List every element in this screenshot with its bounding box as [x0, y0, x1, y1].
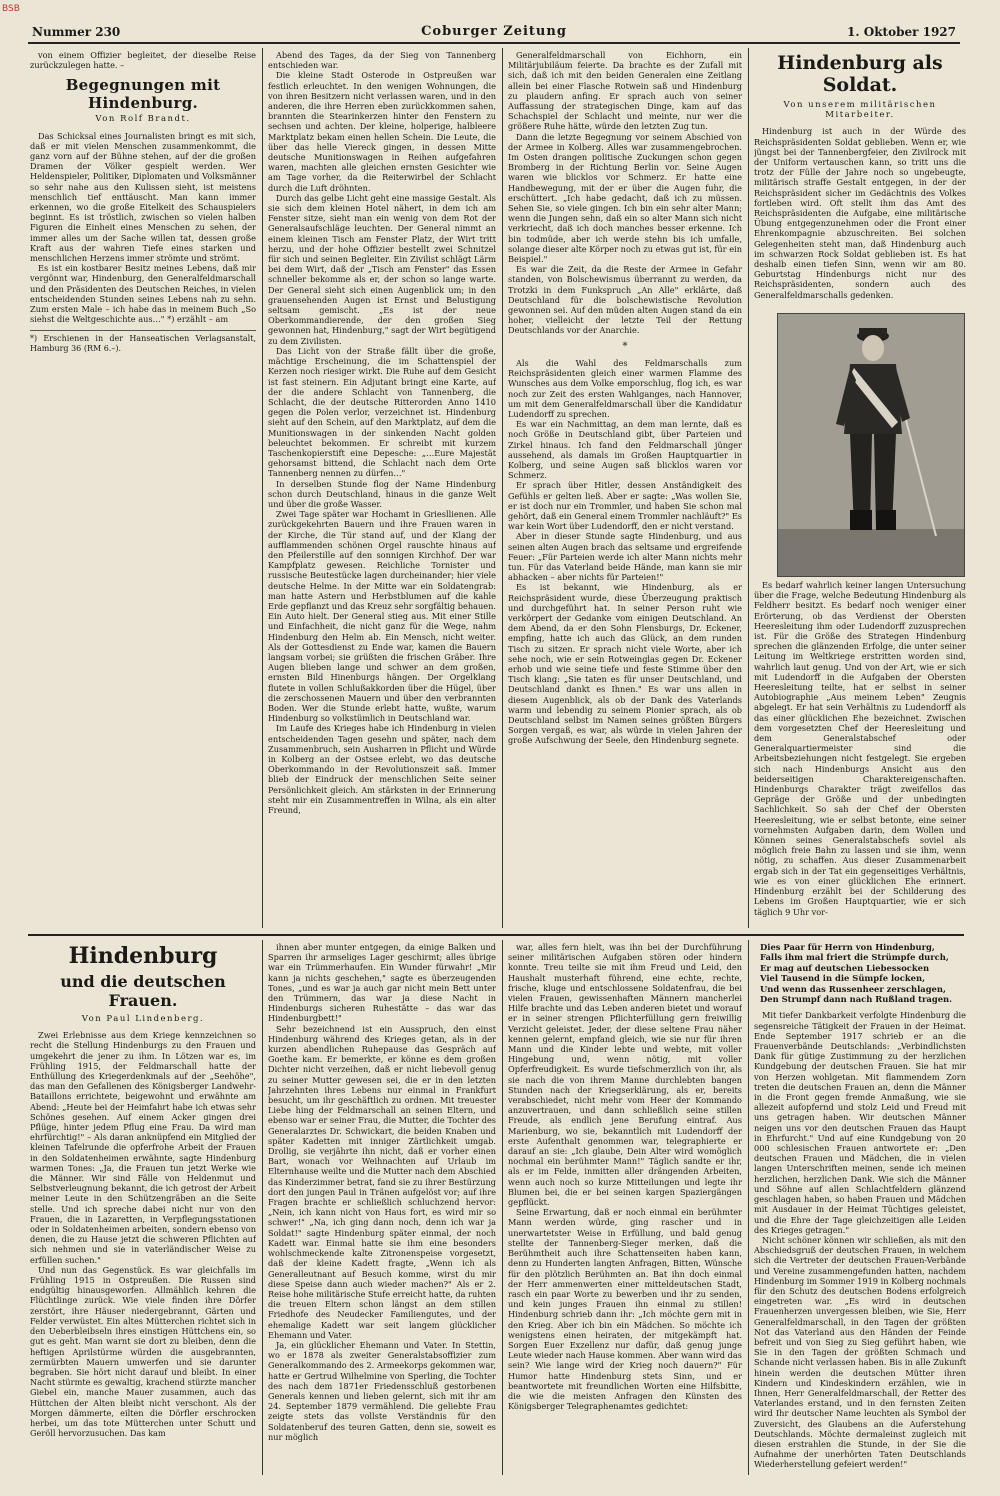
column-rule — [502, 48, 503, 928]
paper-name: Coburger Zeitung — [421, 24, 567, 39]
column-4-top — [754, 50, 966, 308]
paragraph: Aber in dieser Stunde sagte Hindenburg, und aus seinen alten Augen brach das seltsame und ergreifende Feuer: „Für Parteien werde ich alter Mann nichts mehr tun. Für das Vaterland beide Hände, man kann sie mir abhacken – aber nichts für Parteien!" — [508, 531, 742, 583]
column-rule — [748, 940, 749, 1475]
article-headline: Begegnungen mit Hindenburg. — [65, 76, 221, 113]
article-byline: Von Rolf Brandt. — [95, 114, 191, 125]
paragraph: war, alles fern hielt, was ihn bei der Durchführung seiner militärischen Aufgaben stören oder hindern konnte. Treu teilte sie mit ihm Freud und Leid, den Haushalt musterhaft führend, eine echte, rechte, frische, kluge und entschlossene Soldatenfrau, die bei vielen Frauen, gewissenhaften Männern mancherlei Hilfe brachte und das Leben anderen bietet und worauf er in seiner strengen Pflichterfüllung gern freiwillig Verzicht geleistet. Jeder, der diese seltene Frau näher kennen gelernt, empfand gleich, wie sie nur für ihren Mann und die Kinder lebte und webte, mit voller Hingebung und, wenn nötig, mit voller Opferfreudigkeit. Es wurde tiefschmerzlich von ihr, als sie nach die von ihrem Manne durchlebten bangen Stunden nach der Kriegserklärung, als er, bereits verabschiedet, nicht mehr vom Heer der Kommando anzuvertrauen, und dann schließlich seine stillen Freude, als endlich jene Berufung eintraf. Aus Marienburg, wo sie, bekanntlich mit Ludendorff der erste Aufenthalt genommen war, telegraphierte er darauf an sie: „Ich glaube, Dein Alter wird womöglich nochmal ein berühmter Mann!" Täglich sandte er ihr, als er im Felde, inmitten aller drängenden Arbeiten, wenn auch noch so kurze Mitteilungen und legte ihr Blumen bei, die er bei seinen kargen Spaziergängen gepflückt. — [508, 942, 742, 1208]
column-rule — [262, 48, 263, 928]
paragraph: Als die Wahl des Feldmarschalls zum Reichspräsidenten gleich einer warmen Flamme des Wunsches aus dem Volke emporschlug, flog ich, es war noch zur Zeit des ersten Wahlganges, nach Hannover, um mit dem Generalfeldmarschall über die Kandidatur Ludendorff zu sprechen. — [508, 357, 742, 419]
soldier-portrait-image — [778, 314, 964, 576]
poem — [754, 942, 966, 1004]
column-rule — [748, 48, 749, 928]
paragraph: Generalfeldmarschall von Eichhorn, ein Militärjubiläum feierte. Da brachte es der Zufall mit sich, daß ich mit den beiden Generalen eine Zeitlang allein bei einer Flasche Rotwein saß und Hindenburg zu plaudern anfing. Er sprach auch von seiner Auffassung der strategischen Dinge, kam auf das Schachspiel der Schlacht und meinte, nur wer die größere Ruhe hätte, würde den letzten Zug tun. — [508, 50, 742, 132]
paragraph: Mit tiefer Dankbarkeit verfolgte Hindenburg die segensreiche Tätigkeit der Frauen in der Heimat. Ende September 1917 schrieb er an die Frauenverbände Deutschlands: „Verbindlichsten Dank für gütige Zustimmung zu der herzlichen Kundgebung der deutschen Frauen. Sie hat mir von Herzen wohlgetan. Mit flammendem Zorn treten die deutschen Frauen an, denn die Männer in die Front gegen fremde Anmaßung, wie sie allezeit aufopfernd und stolz Leid und Freud mit uns getragen haben. Wir deutschen Männer neigen uns vor den deutschen Frauen das Haupt in Ehrfurcht." Und auf eine Kundgebung von 20 000 schlesischen Frauen antwortete er: „Den deutschen Frauen und Mädchen, die in vielen langen Unterschriften meinen, sende ich meinen herzlichen, herzlichen Dank. Wie sich die Männer und Söhne auf allen Schlachtfeldern glänzend geschlagen haben, so haben Frauen und Mädchen mit Ausdauer in der Heimat Tüchtiges geleistet, und die Ehre der Tage gleichzeitigen alle Leiden des Krieges getragen." — [754, 1010, 966, 1235]
paragraph: Durch das gelbe Licht geht eine massige Gestalt. Als sie sich dem kleinen Hotel nähert, in dem ich am Fenster sitze, sieht man ein wenig von dem Rot der Generalsaufschläge leuchten. Der General nimmt an einem kleinen Tisch am Fenster Platz, der Wirt tritt herzu, und der hohe Offizier bestellt zwei Schnitzel für sich und seinen Begleiter. Ein Zivilist schlägt Lärm bei dem Wirt, daß der „Tisch am Fenster" das Essen schneller bekomme als er, der schon so lange warte. Der General sieht sich einen Augenblick um; in den grauensehenden Augen ist Ernst und Belustigung seltsam gemischt. „Es ist der neue Oberkommandierende, der den großen Sieg gewonnen hat, Hindenburg," sagt der Wirt begütigend zu dem Zivilisten. — [268, 192, 496, 346]
paragraph: Zwei Erlebnisse aus dem Kriege kennzeichnen so recht die Stellung Hindenburgs zu den Frauen und umgekehrt die jener zu ihm. In Lötzen war es, im Frühling 1915, der Feldmarschall hatte der Enthüllung des Kriegerdenkmals auf der „Seehöhe", das man den Gefallenen des Königsberger Landwehr-Bataillons errichtete, beigewohnt und erwähnte am Abend: „Heute bei der Heimfahrt habe ich etwas sehr Schönes gesehen. Auf einem Acker gingen drei Pflüge, hinter jedem Pflug eine Frau. Da wird man ehrfürchtig!" – Als daran anknüpfend ein Mitglied der kleinen Tafelrunde die opferfrohe Arbeit der Frauen in den Soldatenheimen erwähnte, sagte Hindenburg warmen Tones: „Ja, die Frauen tun jetzt Werke wie die Männer. Wir sind Fälle von Heldenmut und Selbstverleugnung bekannt, die ich getrost der Arbeit meiner Leute in den Schützengräben an die Seite stelle. Und ich spreche dabei nicht nur von den Frauen, die in Lazaretten, in Verpflegungsstationen oder in Soldatenheimen arbeiten, sondern ebenso von denen, die zu Hause jetzt die schweren Pflichten auf sich nehmen und sie in vaterländischer Weise zu erfüllen suchen." — [30, 1030, 256, 1265]
paragraph: Es war die Zeit, da die Reste der Armee in Gefahr standen, von Bolschewismus überrannt zu werden, da Trotzki in dem Funkspruch „An Alle" erklärte, daß Deutschland für die bolschewistische Revolution gewonnen sei. Auf den müden alten Augen stand da ein hoher, vielleicht der letzte Teil der Rettung Deutschlands vor der Anarchie. — [508, 264, 742, 336]
bottom-byline: Von Paul Lindenberg. — [81, 1014, 205, 1024]
column-rule — [502, 940, 503, 1475]
paragraph: ihnen aber munter entgegen, da einige Balken und Sparren ihr armseliges Lager geschirmt; alles übrige war ein Trümmerhaufen. Ein Wunder fürwahr! „Mir kann ja nichts geschehen," sagte es überzeugenden Tones, „und es war ja auch gar nicht mein Bett unter den Trümmern, das war ja diese Nacht in Hindenburgs sicheren Ruhestätte – das war das Hindenburgbett!" — [268, 942, 496, 1024]
paragraph: Es war ein Nachmittag, an dem man lernte, daß es noch Größe in Deutschland gibt, über Parteien und Zirkel hinaus. Ich fand den Feldmarschall jünger aussehend, als damals im Großen Hauptquartier in Kolberg, und seine Augen saß blicklos waren vor Schmerz. — [508, 419, 742, 481]
paragraph: Er sprach über Hitler, dessen Anständigkeit des Gefühls er gelten ließ. Aber er sagte: „Was wollen Sie, er ist doch nur ein Trommler, und haben Sie schon mal gehört, daß ein General einem Trommler nachläuft?" Es war kein Wort über Ludendorff, den er nicht verstand. — [508, 480, 742, 532]
paragraph: Abend des Tages, da der Sieg von Tannenberg entschieden war. — [268, 50, 496, 71]
paragraph: von einem Offizier begleitet, der dieselbe Reise zurückzulegen hatte. – — [30, 50, 256, 71]
column-2 — [268, 50, 496, 930]
paragraph: Es ist bekannt, wie Hindenburg, als er Reichspräsident wurde, diese Überzeugung praktisch und durchgeführt hat. In seiner Person ruht wie verkörpert der Gedanke vom einigen Deutschland. An dem Abend, da er den Sohn Flensburgs, Dr. Eckener, empfing, hatte ich auch das Glück, an dem runden Tisch zu sitzen. Er sprach nicht viele Worte, aber ich sehe noch, wie er sein Rotweinglas gegen Dr. Eckener erhob und wie seine tiefe und feste Stimme über den Tisch klang: „Sie taten es für unser Deutschland, und Deutschland dankt es Ihnen." Es war uns allen in diesem Augenblick, als ob der Dank des Vaterlands warm und lebendig zu seinem Pionier sprach, als ob Deutschland selbst im Namen seines größten Bürgers Sorgen vergaß, es war, als würde in vielen Jahren der große Aufschwung der Seele, den Hindenburg segnete. — [508, 582, 742, 746]
column-1 — [30, 50, 256, 930]
issue-number: Nummer 230 — [32, 25, 121, 39]
section-divider — [28, 934, 964, 936]
poem-line: Er mag auf deutschen Liebessocken — [760, 962, 930, 973]
paragraph: Es ist ein kostbarer Besitz meines Lebens, daß mir vergönnt war, Hindenburg, den Generalfeldmarschall und den Präsidenten des Deutschen Reiches, in vielen entscheidenden Stunden seines Lebens nah zu sehn. Zum ersten Male – ich habe das in meinem Buch „So siehst die Weltgeschichte aus…" *) erzählt – am — [30, 263, 256, 325]
poem-line: Falls ihm mal friert die Strümpfe durch, — [760, 952, 949, 963]
paragraph: Hindenburg ist auch in der Würde des Reichspräsidenten Soldat geblieben. Wenn er, wie jüngst bei der Tannenbergfeier, den Zivilrock mit der Uniform vertauschen kann, so tritt uns die trotz der Fülle der Jahre noch so ungebeugte, militärisch straffe Gestalt entgegen, in der der Reichspräsident sicher im Gedächtnis des Volkes fortleben wird. Oft stellt ihm das Amt des Reichspräsidenten die Aufgabe, eine militärische Übung entgegenzunehmen oder die Front einer Ehrenkompagnie abzuschreiten. Bei solchen Gelegenheiten steht man, daß Hindenburg auch im schwarzen Rock Soldat geblieben ist. Es hat deshalb einen tiefen Sinn, wenn wir am 80. Geburtstag Hindenburgs nicht nur des Reichspräsidenten, sondern auch des Generalfeldmarschalls gedenken. — [754, 126, 966, 300]
paragraph: Ja, ein glücklicher Ehemann und Vater. In Stettin, wo er 1878 als zweiter Generalstabsoffizier zum Generalkommando des 2. Armeekorps gekommen war, hatte er Gertrud Wilhelmine von Sperling, die Tochter des nach dem 1871er Friedensschluß gestorbenen Generals kennen und lieben gelernt, sich mit ihr am 24. September 1879 vermählend. Die geliebte Frau zeigte stets das vollste Verständnis für den Soldatenberuf des teuren Gatten, denn sie, soweit es nur möglich — [268, 1339, 496, 1442]
poem-line: Den Strumpf dann nach Rußland tragen. — [760, 994, 953, 1005]
poem-line: Viel Tausend in die Sümpfe locken, — [760, 973, 925, 984]
column-3 — [508, 50, 742, 930]
footnote: *) Erschienen in der Hanseatischen Verlagsanstalt, Hamburg 36 (RM 6.–). — [30, 330, 256, 354]
library-stamp: BSB — [2, 4, 20, 14]
hindenburg-portrait-photo — [777, 313, 965, 577]
column-rule — [262, 940, 263, 1475]
article-headline: Hindenburg als Soldat. — [777, 52, 943, 96]
bottom-column-4 — [754, 942, 966, 1472]
paragraph: Das Licht von der Straße fällt über die große, mächtige Erscheinung, die im Schattenspiel der Kerzen noch riesiger wirkt. Die Ruhe auf dem Gesicht ist fast steinern. Ein Adjutant bringt eine Karte, auf der die andere Schlacht von Tannenberg, die Schlacht, die der deutsche Ritterorden Anno 1410 gegen die Polen verlor, verzeichnet ist. Hindenburg sieht auf den Schein, auf den Marktplatz, auf dem die Munitionswagen in der sinkenden Nacht golden beleuchtet bekommen. Er schreibt mit kurzem Taschenkopierstift eine Depesche: „…Eure Majestät gehorsamst bittend, die Schlacht nach dem Orte Tannenberg nennen zu dürfen…" — [268, 345, 496, 479]
issue-date: 1. Oktober 1927 — [847, 25, 956, 39]
poem-line: Und wenn das Russenheer zerschlagen, — [760, 983, 946, 994]
paragraph: Das Schicksal eines Journalisten bringt es mit sich, daß er mit vielen Menschen zusammenkommt, die ganz vorn auf der Bühne stehen, auf der die großen Dramen der Völker gespielt werden. Wer Heldenspieler, Politiker, Diplomaten und Volksmänner so sehr nahe aus den Kulissen sieht, ist meistens menschlich tief enttäuscht. Man kann immer erkennen, wo die große Eitelkeit des Schauspielers beginnt. Es ist tröstlich, zwischen so vielen halben Figuren die Einheit eines Menschen zu sehen, der immer alles um der Sache willen tat, dessen große Kraft aus der wahren Tiefe eines starken und menschlichen Herzens immer strömte und strömt. — [30, 130, 256, 264]
paragraph: Die kleine Stadt Osterode in Ostpreußen war festlich erleuchtet. In den wenigen Wohnungen, die von ihren Besitzern nicht verlassen waren, und in den anderen, die ihre Herren eben zurückkommen sahen, brannten die Stearinkerzen hinter den Fenstern zu sechsen und achten. Der kleine, holperige, halbleere Marktplatz bekam einen hellen Schein. Die Leute, die über das helle Viereck gingen, in dessen Mitte deutsche Munitionswagen in Reihen aufgefahren waren, machten alle gleichen ernsten Gesichter wie am Tage vorher, da die Reiterwirbel der Schlacht durch die Luft dröhnten. — [268, 70, 496, 193]
article-byline: Von unserem militärischen Mitarbeiter. — [783, 100, 937, 121]
poem-line: Dies Paar für Herrn von Hindenburg, — [760, 942, 935, 952]
bottom-column-3 — [508, 942, 742, 1472]
paragraph: Zwei Tage später war Hochamt in Griesllienen. Alle zurückgekehrten Bauern und ihre Frauen waren in der Kirche, die Tür stand auf, und der Klang der aufflammenden schönen Orgel rauschte hinaus auf den Pfeilerstille auf den sonnigen Kirchhof. Der war Kampfplatz gewesen. Reichliche Tornister und russische Beutestücke lagen durcheinander; hier viele deutsche Helme. In der Mitte war ein Soldatengrab: man hatte Astern und Herbstblumen auf die kahle Erde gepflanzt und das Kreuz sehr sorgfältig behauen. Ein Auto hielt. Der General stieg aus. Mit einer Stille und Einfachheit, die nicht ganz für die Wege, nahm Hindenburg den Helm ab. Ein Mensch, nicht weiter. Als der Gottesdienst zu Ende war, kamen die Bauern langsam vorbei; sie grüßten die frischen Gräber. Ihre Augen blieben lange und schwer an dem großen, ernsten Bild Hinenburgs hängen. Der Orgelklang flutete in vollen Schlußakkorden über die Hügel, über die zerschossenen Mauern und über den verbrannten Boden. Wer die Stunde erlebt hatte, wußte, warum Hindenburg so volkstümlich in Deutschland war. — [268, 509, 496, 724]
paragraph: In derselben Stunde flog der Name Hindenburg schon durch Deutschland, hinaus in die ganze Welt und über die große Wasser. — [268, 478, 496, 509]
bottom-headline-line2: und die deutschen Frauen. — [60, 972, 226, 1010]
section-separator: * — [622, 340, 628, 352]
paragraph: Es bedarf wahrlich keiner langen Untersuchung über die Frage, welche Bedeutung Hindenburg als Feldherr besitzt. Es bedarf noch weniger einer Erörterung, ob das Verdienst der Obersten Heeresleitung ihm oder Ludendorff zuzusprechen ist. Für die Größe des Strategen Hindenburg sprechen die glänzenden Erfolge, die unter seiner Leitung im Weltkriege erstritten worden sind, wahrlich laut genug. Und von der Art, wie er sich mit Ludendorff in die Aufgaben der Obersten Heeresleitung teilte, hat er selbst in seiner Autobiographie „Aus meinem Leben" Zeugnis abgelegt. Er hat sein Verhältnis zu Ludendorff als das einer glücklichen Ehe bezeichnet. Zwischen dem vorgesetzten Chef der Heeresleitung und dem Generalstabschef oder Generalquartiermeister sind die Arbeitsbeziehungen nicht festgelegt. Sie ergeben sich nach Hindenburgs Ansicht aus den beiderseitigen Charaktereigenschaften. Hindenburgs Charakter trägt zweifellos das Gepräge der Größe und der unbedingten Sachlichkeit. So sah der Chef der Obersten Heeresleitung, wie er selbst betonte, eine seiner vornehmsten Aufgaben darin, dem Wollen und Können seines Generalstabschefs soviel als möglich freie Bahn zu lassen und sie ihm, wenn nötig, zu schaffen. Aus dieser Zusammenarbeit ergab sich in der Tat ein gegenseitiges Verhältnis, wie es von einer glücklichen Ehe erinnert. Hindenburg erzählt bei der Schilderung des Lebens im Großen Hauptquartier, wie er sich täglich 9 Uhr vor- — [754, 580, 966, 917]
masthead — [28, 22, 960, 44]
paragraph: Sehr bezeichnend ist ein Ausspruch, den einst Hindenburg während des Krieges getan, als in der kurzen abendlichen Ruhepause das Gespräch auf Goethe kam. Er bemerkte, er könne es dem großen Dichter nicht verzeihen, daß er nicht liebevoll genug zu seiner Mutter gewesen sei, die er in den letzten Jahrzehnten ihres Lebens nur einmal in Frankfurt besucht, um ihr geschäftlich zu ordnen. Mit treuester Liebe hing der Feldmarschall an seinen Eltern, und ebenso war er seiner Frau, die Mutter, die Tochter des Generalarztes Dr. Schwickart, die beiden Knaben und später Kadetten mit inniger Zärtlichkeit umgab. Drollig, sie verjährte ihn nicht, daß er vorher einen Bart, wonach vor Weihnachten auf Urlaub im Elternhause weilte und die Mutter nach dem Abschied das Kinderzimmer betrat, fand sie zu ihrer Bestürzung dort den jungen Paul in Tränen aufgelöst vor; auf ihre Fragen brachte er schließlich schluchzend hervor: „Nein, ich kann nicht von Haus fort, es wird mir so schwer!" „Na, ich ging dann noch, denn ich war ja Soldat!" sagte Hindenburg später einmal, der noch Kadett war. Einmal hatte sie ihm eine besonders wohlschmeckende kalte Zitronenspeise vorgesetzt, daß der kleine Kadett fragte, „Wenn ich als Generalleutnant auf Besuch komme, wirst du mir diese Speise dann auch wieder machen?" Als er 2. Reise hohe militärische Stufe erreicht hatte, da ruhten die treuen Eltern schon längst an dem stillen Friedhofe des Neudecker Familiengutes, und der ehemalige Kadett war seit langem glücklicher Ehemann und Vater. — [268, 1023, 496, 1340]
column-4-bottom — [754, 580, 966, 930]
paragraph: Nicht schöner können wir schließen, als mit den Abschiedsgruß der deutschen Frauen, in welchem sich die Vertreter der deutschen Frauen-Verbände und Vereine zusammengefunden hatten, nachdem Hindenburg im Sommer 1919 in Kolberg nochmals für den Schutz des deutschen Bodens erfolgreich eingetreten war. „Es wird in deutschen Frauenherzen unvergessen bleiben, wie Sie, Herr Generalfeldmarschall, in den Tagen der größten Not das Vaterland aus den Händen der Feinde befreit und von Sieg zu Sieg geführt haben, wie Sie in den Tagen der größten Schmach und Schande nicht verlassen haben. Bis in alle Zukunft hinein werden die deutschen Mütter ihren Kindern und Kindeskindern erzählen, wie in Ihnen, Herr Generalfeldmarschall, der Retter des Vaterlandes erstand, und in den fernsten Zeiten wird Ihr deutscher Name leuchten als Symbol der Zuversicht, des Glaubens an die Auferstehung Deutschlands. Möchte dermaleinst zugleich mit diesen erstrahlen die Stunde, in der Sie die Aufnahme der unerhörten Taten Deutschlands Wiederherstellung gefeiert werden!" — [754, 1234, 966, 1470]
paragraph: Seine Erwartung, daß er noch einmal ein berühmter Mann werden würde, ging rascher und in unerwartetster Weise in Erfüllung, und bald genug stellte der Tannenberg-Sieger merken, daß die Berühmtheit auch ihre Schattenseiten haben kann, denn zu Hunderten langten Anfragen, Bitten, Wünsche für den plötzlich Berühmten an. Bat ihn doch einmal der Herr ammenwerten einer mitteldeutschen Stadt, rasch ein paar Worte zu bewerben und ihr zu senden, und kein junges Frauen ihn einmal zu stillen! Hindenburg schrieb dann ihr: „Ich möchte gern mit in den Krieg. Aber ich bin ein Mädchen. So möchte ich wenigstens einen heiraten, der mitgekämpft hat. Sorgen Euer Exzellenz nur dafür, daß genug junge Leute wieder nach Hause kommen. Aber wann wird das sein? Wie lange wird der Krieg noch dauern?" Für Humor hatte Hindenburg stets Sinn, und er beantwortete mit freundlichen Worten eine Hilfsbitte, die wie die meisten Anfragen den Künsten des Königsberger Telegraphenamtes gedichtet: — [508, 1207, 742, 1412]
bottom-column-1 — [30, 942, 256, 1472]
bottom-headline-line1: Hindenburg — [68, 943, 218, 969]
paragraph: Und nun das Gegenstück. Es war gleichfalls im Frühling 1915 in Ostpreußen. Die Russen sind endgültig hinausgeworfen. Allmählich kehren die Flüchtlinge zurück. Wie viele finden ihre Dörfer zerstört, ihre Häuser niedergebrannt, Gärten und Felder verwüstet. Ein altes Mütterchen richtet sich in den Ueberbleibseln ihres einstigen Hüttchens ein, so gut es geht. Man warnt sie dort zu bleiben, denn die heftigen Aprilstürme würden die ausgebrannten, zermürbten Mauern umwerfen und sie darunter begraben. Sie hört nicht darauf und bleibt. In einer Nacht stürmte es gewaltig, krachend stürzte mancher Giebel ein, manche Mauer zusammen, auch das Hüttchen der Alten bleibt nicht verschont. Als der Morgen dämmerte, eilten die Dörfler erschrocken herbei, um das tote Mütterchen unter Schutt und Geröll hervorzusuchen. Das kam — [30, 1264, 256, 1439]
paragraph: Dann die letzte Begegnung vor seinem Abschied von der Armee in Kolberg. Alles war zusammengebrochen. Im Osten drangen politische Zuckungen schon gegen Bromberg in der Richtung Berlin vor. Seine Augen waren wie blicklos vor Schmerz. Er hatte eine Handbewegung, mit der er über die Augen fuhr, die erschüttert. „Ich habe gedacht, daß ich zu müssen. Sehen Sie, so viele gingen. Ich bin ein sehr alter Mann; wenn die Jungen sehn, daß ein so alter Mann sich nicht verkriecht, daß ich doch manches besser erkenne. Ich bin todmüde, aber ich werde stehn bis ich umfalle, solange dieser alte Körper noch zu etwas gut ist, für ein Beispiel." — [508, 131, 742, 265]
paragraph: Im Laufe des Krieges habe ich Hindenburg in vielen entscheidenden Tagen gesehn und später, nach dem Zusammenbruch, sein Ausharren in Pflicht und Würde in Kolberg an der Ostsee erlebt, wo das deutsche Oberkommando in der Revolutionszeit saß. Immer blieb der Eindruck der menschlichen Seite seiner Persönlichkeit gleich. Am stärksten in der Erinnerung steht mir ein Zusammentreffen in Wilna, als ein alter Freund, — [268, 723, 496, 816]
bottom-column-2 — [268, 942, 496, 1472]
